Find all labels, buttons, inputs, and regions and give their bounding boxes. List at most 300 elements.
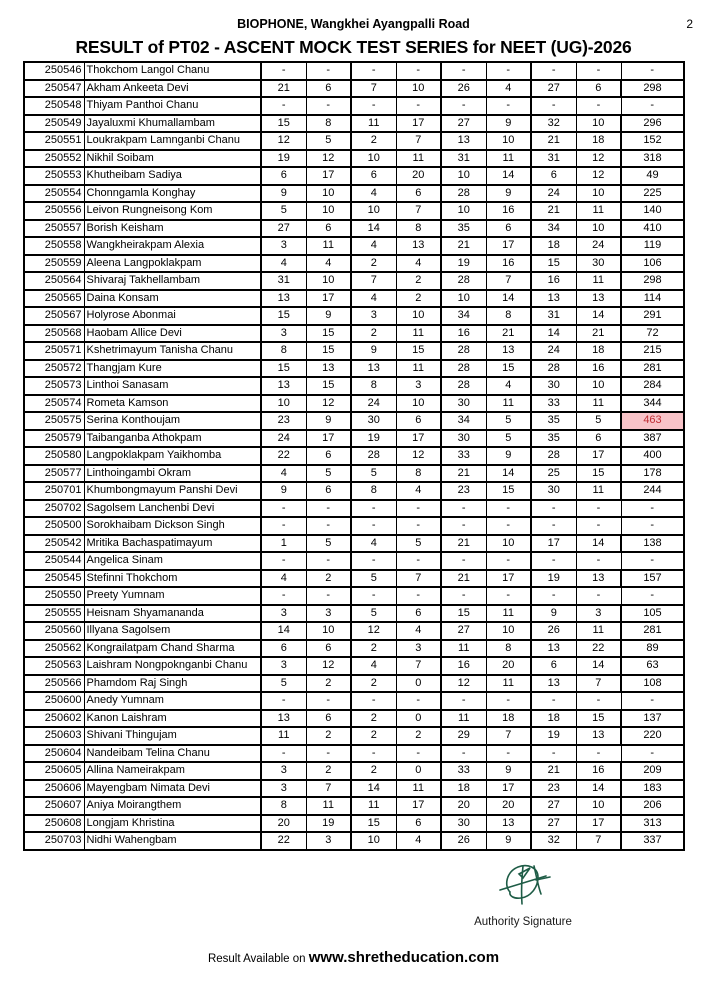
student-name-cell: Chonngamla Konghay [84,185,261,203]
score-cell: - [306,97,351,115]
table-row [24,115,684,133]
score-cell: 13 [576,727,621,745]
score-cell: 33 [531,395,576,413]
score-cell: 4 [396,832,441,850]
score-cell: 4 [261,465,306,483]
score-cell: 24 [576,237,621,255]
score-cell: - [576,500,621,518]
score-cell: 20 [486,797,531,815]
score-cell: - [531,745,576,763]
score-cell: 10 [351,832,396,850]
score-cell: 2 [351,132,396,150]
score-cell: 3 [576,605,621,623]
score-cell: - [396,97,441,115]
roll-number-cell: 250548 [24,97,84,115]
score-cell: - [531,517,576,535]
score-cell: 15 [306,325,351,343]
score-cell: 6 [576,80,621,98]
score-cell: 6 [531,657,576,675]
score-cell: 11 [351,115,396,133]
score-cell: 13 [396,237,441,255]
total-marks-cell: 291 [621,307,684,325]
roll-number-cell: 250552 [24,150,84,168]
score-cell: 13 [531,290,576,308]
total-marks-cell: 209 [621,762,684,780]
score-cell: 15 [396,342,441,360]
score-cell: 9 [486,447,531,465]
score-cell: 11 [576,202,621,220]
student-name-cell: Mritika Bachaspatimayum [84,535,261,553]
total-marks-cell: 114 [621,290,684,308]
score-cell: 15 [486,482,531,500]
roll-number-cell: 250607 [24,797,84,815]
score-cell: 20 [261,815,306,833]
student-name-cell: Borish Keisham [84,220,261,238]
score-cell: 17 [306,167,351,185]
score-cell: 34 [531,220,576,238]
score-cell: 4 [486,377,531,395]
score-cell: - [306,62,351,80]
total-marks-cell: 137 [621,710,684,728]
score-cell: - [441,500,486,518]
score-cell: - [576,587,621,605]
score-cell: 15 [306,377,351,395]
student-name-cell: Daina Konsam [84,290,261,308]
table-row [24,622,684,640]
score-cell: 14 [486,167,531,185]
results-body [24,62,684,850]
score-cell: 4 [351,535,396,553]
table-row [24,675,684,693]
score-cell: - [531,692,576,710]
score-cell: 7 [576,675,621,693]
score-cell: 7 [486,727,531,745]
total-marks-cell: 183 [621,780,684,798]
score-cell: 21 [531,762,576,780]
student-name-cell: Rometa Kamson [84,395,261,413]
score-cell: 2 [351,762,396,780]
roll-number-cell: 250560 [24,622,84,640]
score-cell: 32 [531,832,576,850]
score-cell: 16 [531,272,576,290]
total-marks-cell: 138 [621,535,684,553]
score-cell: 10 [441,290,486,308]
student-name-cell: Langpoklakpam Yaikhomba [84,447,261,465]
student-name-cell: Mayengbam Nimata Devi [84,780,261,798]
score-cell: 30 [351,412,396,430]
score-cell: 22 [261,832,306,850]
score-cell: - [396,587,441,605]
score-cell: 6 [306,80,351,98]
score-cell: 8 [261,342,306,360]
table-row [24,255,684,273]
score-cell: 13 [486,815,531,833]
score-cell: 5 [306,465,351,483]
total-marks-cell: 105 [621,605,684,623]
roll-number-cell: 250542 [24,535,84,553]
score-cell: 34 [441,307,486,325]
roll-number-cell: 250553 [24,167,84,185]
score-cell: 14 [486,290,531,308]
score-cell: 13 [351,360,396,378]
score-cell: 13 [261,710,306,728]
score-cell: 4 [351,237,396,255]
score-cell: - [351,97,396,115]
score-cell: 28 [531,447,576,465]
score-cell: 24 [351,395,396,413]
table-row [24,185,684,203]
score-cell: 14 [351,220,396,238]
score-cell: 2 [351,727,396,745]
roll-number-cell: 250563 [24,657,84,675]
score-cell: 10 [576,115,621,133]
score-cell: 2 [306,675,351,693]
score-cell: 6 [396,605,441,623]
score-cell: - [441,62,486,80]
roll-number-cell: 250606 [24,780,84,798]
score-cell: 31 [441,150,486,168]
score-cell: - [576,692,621,710]
score-cell: 17 [396,797,441,815]
score-cell: 19 [441,255,486,273]
score-cell: 6 [486,220,531,238]
score-cell: 33 [441,447,486,465]
table-row [24,517,684,535]
score-cell: 11 [306,797,351,815]
score-cell: - [486,97,531,115]
roll-number-cell: 250702 [24,500,84,518]
total-marks-cell: 318 [621,150,684,168]
student-name-cell: Shivani Thingujam [84,727,261,745]
score-cell: 12 [306,150,351,168]
total-marks-cell: - [621,587,684,605]
score-cell: 34 [441,412,486,430]
score-cell: 28 [441,342,486,360]
score-cell: 11 [351,797,396,815]
score-cell: 31 [531,150,576,168]
total-marks-cell: 281 [621,360,684,378]
student-name-cell: Angelica Sinam [84,552,261,570]
score-cell: 19 [531,727,576,745]
score-cell: 16 [576,762,621,780]
table-row [24,815,684,833]
table-row [24,325,684,343]
score-cell: 11 [486,675,531,693]
score-cell: 4 [351,657,396,675]
score-cell: 11 [261,727,306,745]
score-cell: 20 [486,657,531,675]
score-cell: - [351,517,396,535]
score-cell: 18 [441,780,486,798]
score-cell: 13 [576,570,621,588]
score-cell: 10 [396,395,441,413]
score-cell: 9 [486,115,531,133]
score-cell: 12 [351,622,396,640]
total-marks-cell: 337 [621,832,684,850]
table-row [24,570,684,588]
total-marks-cell: 220 [621,727,684,745]
total-marks-cell: 225 [621,185,684,203]
student-name-cell: Akham Ankeeta Devi [84,80,261,98]
score-cell: 17 [531,535,576,553]
score-cell: 19 [531,570,576,588]
score-cell: 10 [351,202,396,220]
total-marks-cell: 313 [621,815,684,833]
score-cell: 3 [351,307,396,325]
score-cell: 6 [306,220,351,238]
student-name-cell: Linthoi Sanasam [84,377,261,395]
score-cell: 23 [441,482,486,500]
score-cell: 11 [441,640,486,658]
table-row [24,657,684,675]
score-cell: 21 [441,570,486,588]
table-row [24,395,684,413]
score-cell: - [396,552,441,570]
table-row [24,692,684,710]
score-cell: - [441,517,486,535]
footer-prefix: Result Available on [207,953,309,965]
student-name-cell: Taibanganba Athokpam [84,430,261,448]
score-cell: - [306,692,351,710]
score-cell: 22 [576,640,621,658]
table-row [24,202,684,220]
student-name-cell: Holyrose Abonmai [84,307,261,325]
score-cell: 12 [396,447,441,465]
total-marks-cell: 140 [621,202,684,220]
score-cell: 5 [576,412,621,430]
student-name-cell: Thiyam Panthoi Chanu [84,97,261,115]
score-cell: - [306,587,351,605]
student-name-cell: Aniya Moirangthem [84,797,261,815]
score-cell: 9 [531,605,576,623]
score-cell: 6 [306,447,351,465]
score-cell: 17 [486,237,531,255]
score-cell: 19 [261,150,306,168]
score-cell: 27 [441,622,486,640]
score-cell: 28 [441,377,486,395]
roll-number-cell: 250564 [24,272,84,290]
score-cell: 10 [261,395,306,413]
score-cell: 9 [306,412,351,430]
score-cell: 10 [576,797,621,815]
score-cell: 14 [486,465,531,483]
table-row [24,762,684,780]
score-cell: 10 [306,622,351,640]
roll-number-cell: 250549 [24,115,84,133]
table-row [24,342,684,360]
table-row [24,290,684,308]
score-cell: 15 [261,115,306,133]
score-cell: 6 [306,710,351,728]
total-marks-cell: - [621,745,684,763]
score-cell: 35 [531,430,576,448]
total-marks-cell: - [621,500,684,518]
score-cell: - [351,587,396,605]
score-cell: 14 [351,780,396,798]
score-cell: 12 [261,132,306,150]
score-cell: 3 [261,605,306,623]
total-marks-cell: 298 [621,80,684,98]
roll-number-cell: 250580 [24,447,84,465]
student-name-cell: Nandeibam Telina Chanu [84,745,261,763]
roll-number-cell: 250555 [24,605,84,623]
score-cell: 3 [261,657,306,675]
score-cell: 14 [576,780,621,798]
score-cell: - [486,745,531,763]
score-cell: 9 [486,832,531,850]
roll-number-cell: 250701 [24,482,84,500]
score-cell: 10 [486,132,531,150]
student-name-cell: Linthoingambi Okram [84,465,261,483]
score-cell: 10 [351,150,396,168]
score-cell: 2 [351,710,396,728]
score-cell: 3 [261,780,306,798]
score-cell: - [351,500,396,518]
score-cell: 31 [531,307,576,325]
student-name-cell: Nikhil Soibam [84,150,261,168]
roll-number-cell: 250559 [24,255,84,273]
table-row [24,780,684,798]
score-cell: 15 [441,605,486,623]
score-cell: 13 [486,342,531,360]
score-cell: 27 [261,220,306,238]
total-marks-cell: 281 [621,622,684,640]
score-cell: 13 [531,640,576,658]
score-cell: 21 [531,202,576,220]
score-cell: - [396,62,441,80]
score-cell: 19 [351,430,396,448]
score-cell: 3 [261,325,306,343]
student-name-cell: Stefinni Thokchom [84,570,261,588]
score-cell: 13 [576,290,621,308]
score-cell: 7 [351,272,396,290]
roll-number-cell: 250558 [24,237,84,255]
score-cell: 17 [396,115,441,133]
score-cell: - [306,552,351,570]
total-marks-cell: 63 [621,657,684,675]
score-cell: 28 [441,272,486,290]
roll-number-cell: 250608 [24,815,84,833]
score-cell: 5 [306,132,351,150]
score-cell: 27 [531,815,576,833]
score-cell: 19 [306,815,351,833]
table-row [24,535,684,553]
score-cell: 15 [351,815,396,833]
total-marks-cell: 206 [621,797,684,815]
roll-number-cell: 250604 [24,745,84,763]
student-name-cell: Laishram Nongpoknganbi Chanu [84,657,261,675]
score-cell: 7 [396,570,441,588]
score-cell: 11 [486,150,531,168]
score-cell: - [531,97,576,115]
score-cell: 3 [396,640,441,658]
score-cell: 35 [531,412,576,430]
score-cell: 2 [351,255,396,273]
score-cell: 14 [531,325,576,343]
roll-number-cell: 250556 [24,202,84,220]
score-cell: 6 [261,640,306,658]
roll-number-cell: 250546 [24,62,84,80]
total-marks-cell: 89 [621,640,684,658]
score-cell: 30 [441,815,486,833]
roll-number-cell: 250545 [24,570,84,588]
score-cell: 9 [261,482,306,500]
score-cell: 2 [351,640,396,658]
signature-block [448,860,598,928]
table-row [24,97,684,115]
table-row [24,80,684,98]
score-cell: 8 [351,482,396,500]
score-cell: 14 [576,535,621,553]
student-name-cell: Longjam Khristina [84,815,261,833]
student-name-cell: Khutheibam Sadiya [84,167,261,185]
score-cell: 10 [396,80,441,98]
student-name-cell: Preety Yumnam [84,587,261,605]
roll-number-cell: 250565 [24,290,84,308]
score-cell: 18 [531,237,576,255]
score-cell: 30 [576,255,621,273]
score-cell: - [306,745,351,763]
score-cell: - [486,587,531,605]
total-marks-cell: 72 [621,325,684,343]
score-cell: 5 [351,465,396,483]
score-cell: 3 [261,762,306,780]
table-row [24,167,684,185]
roll-number-cell: 250577 [24,465,84,483]
student-name-cell: Illyana Sagolsem [84,622,261,640]
score-cell: - [441,745,486,763]
score-cell: 3 [306,605,351,623]
score-cell: 9 [306,307,351,325]
score-cell: - [396,745,441,763]
score-cell: 4 [396,482,441,500]
footer-url: www.shretheducation.com [308,949,500,966]
score-cell: 11 [441,710,486,728]
total-marks-cell: 119 [621,237,684,255]
footer-line [0,949,707,966]
score-cell: - [351,745,396,763]
table-row [24,307,684,325]
score-cell: 15 [306,342,351,360]
student-name-cell: Phamdom Raj Singh [84,675,261,693]
roll-number-cell: 250500 [24,517,84,535]
table-row [24,377,684,395]
score-cell: 15 [261,360,306,378]
roll-number-cell: 250557 [24,220,84,238]
student-name-cell: Thokchom Langol Chanu [84,62,261,80]
score-cell: 7 [486,272,531,290]
table-row [24,220,684,238]
score-cell: 11 [486,395,531,413]
score-cell: 21 [441,465,486,483]
score-cell: 16 [441,325,486,343]
score-cell: - [306,517,351,535]
roll-number-cell: 250574 [24,395,84,413]
score-cell: 5 [306,535,351,553]
score-cell: - [576,552,621,570]
total-marks-cell: 106 [621,255,684,273]
total-marks-cell: 387 [621,430,684,448]
table-row [24,360,684,378]
score-cell: 28 [441,185,486,203]
student-name-cell: Leivon Rungneisong Kom [84,202,261,220]
score-cell: 18 [576,342,621,360]
score-cell: - [396,517,441,535]
table-row [24,482,684,500]
roll-number-cell: 250568 [24,325,84,343]
score-cell: - [261,62,306,80]
score-cell: 3 [396,377,441,395]
